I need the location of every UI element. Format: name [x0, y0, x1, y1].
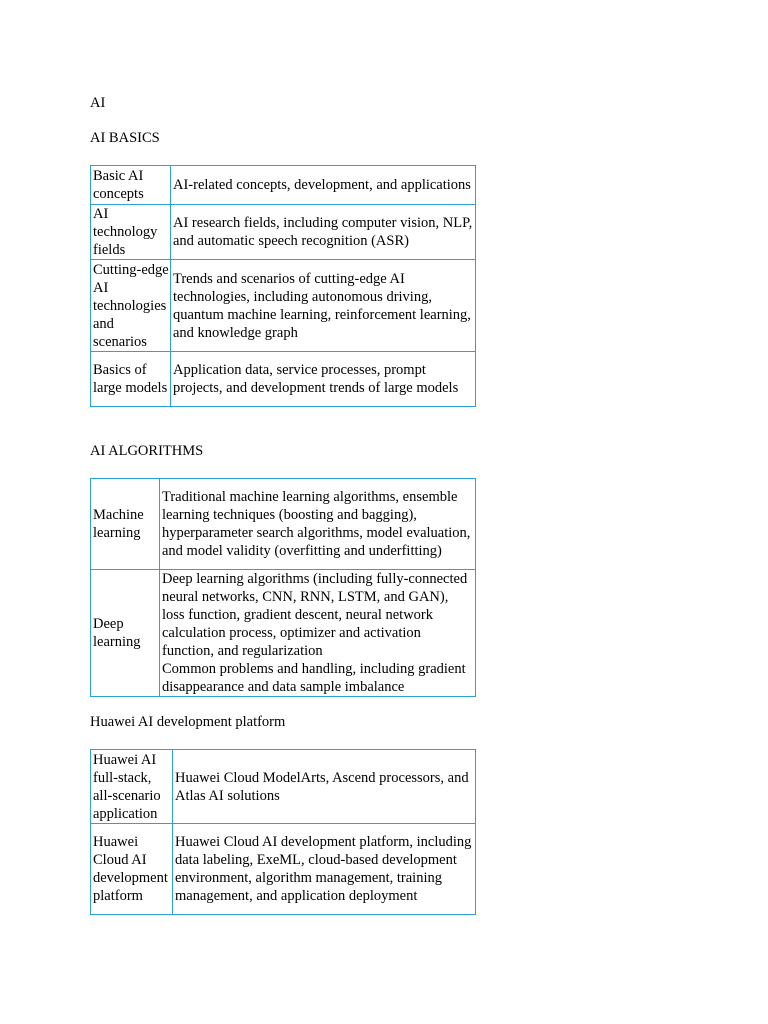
detail-cell: Application data, service processes, prompt projects, and development trends of large models [171, 352, 476, 407]
table-row [91, 824, 476, 915]
document-title: AI [90, 95, 106, 111]
detail-paragraph: Common problems and handling, including gradient disappearance and data sample imbalance [162, 661, 466, 695]
topic-cell: Machine learning [91, 479, 160, 570]
section-heading-huawei-platform: Huawei AI development platform [90, 714, 286, 730]
table-row [91, 166, 476, 205]
topic-cell: Basics of large models [91, 352, 171, 407]
table-row [91, 260, 476, 352]
huawei-platform-table [90, 749, 476, 915]
section-heading-ai-basics: AI BASICS [90, 130, 160, 146]
detail-paragraph: Deep learning algorithms (including fully-connected neural networks, CNN, RNN, LSTM, and GAN), loss function, gradient descent, neural network calculation process, optimizer and activation function, and regularization [162, 571, 468, 659]
detail-cell [160, 570, 476, 697]
ai-basics-table [90, 165, 476, 407]
detail-cell: AI research fields, including computer vision, NLP, and automatic speech recognition (ASR) [171, 205, 476, 260]
topic-cell: AI technology fields [91, 205, 171, 260]
table-row [91, 352, 476, 407]
table-row [91, 205, 476, 260]
topic-cell: Huawei AI full-stack, all-scenario application [91, 750, 173, 824]
section-heading-ai-algorithms: AI ALGORITHMS [90, 443, 204, 459]
table-row [91, 750, 476, 824]
topic-cell: Basic AI concepts [91, 166, 171, 205]
topic-cell: Huawei Cloud AI development platform [91, 824, 173, 915]
topic-cell: Deep learning [91, 570, 160, 697]
detail-cell: Huawei Cloud ModelArts, Ascend processors, and Atlas AI solutions [173, 750, 476, 824]
detail-cell: AI-related concepts, development, and applications [171, 166, 476, 205]
ai-algorithms-table [90, 478, 476, 697]
topic-cell: Cutting-edge AI technologies and scenarios [91, 260, 171, 352]
detail-cell: Traditional machine learning algorithms, ensemble learning techniques (boosting and bagging), hyperparameter search algorithms, model evaluation, and model validity (overfitting and underfitting) [160, 479, 476, 570]
detail-cell: Huawei Cloud AI development platform, including data labeling, ExeML, cloud-based development environment, algorithm management, training management, and application deployment [173, 824, 476, 915]
table-row [91, 570, 476, 697]
detail-cell: Trends and scenarios of cutting-edge AI technologies, including autonomous driving, quantum machine learning, reinforcement learning, and knowledge graph [171, 260, 476, 352]
table-row [91, 479, 476, 570]
